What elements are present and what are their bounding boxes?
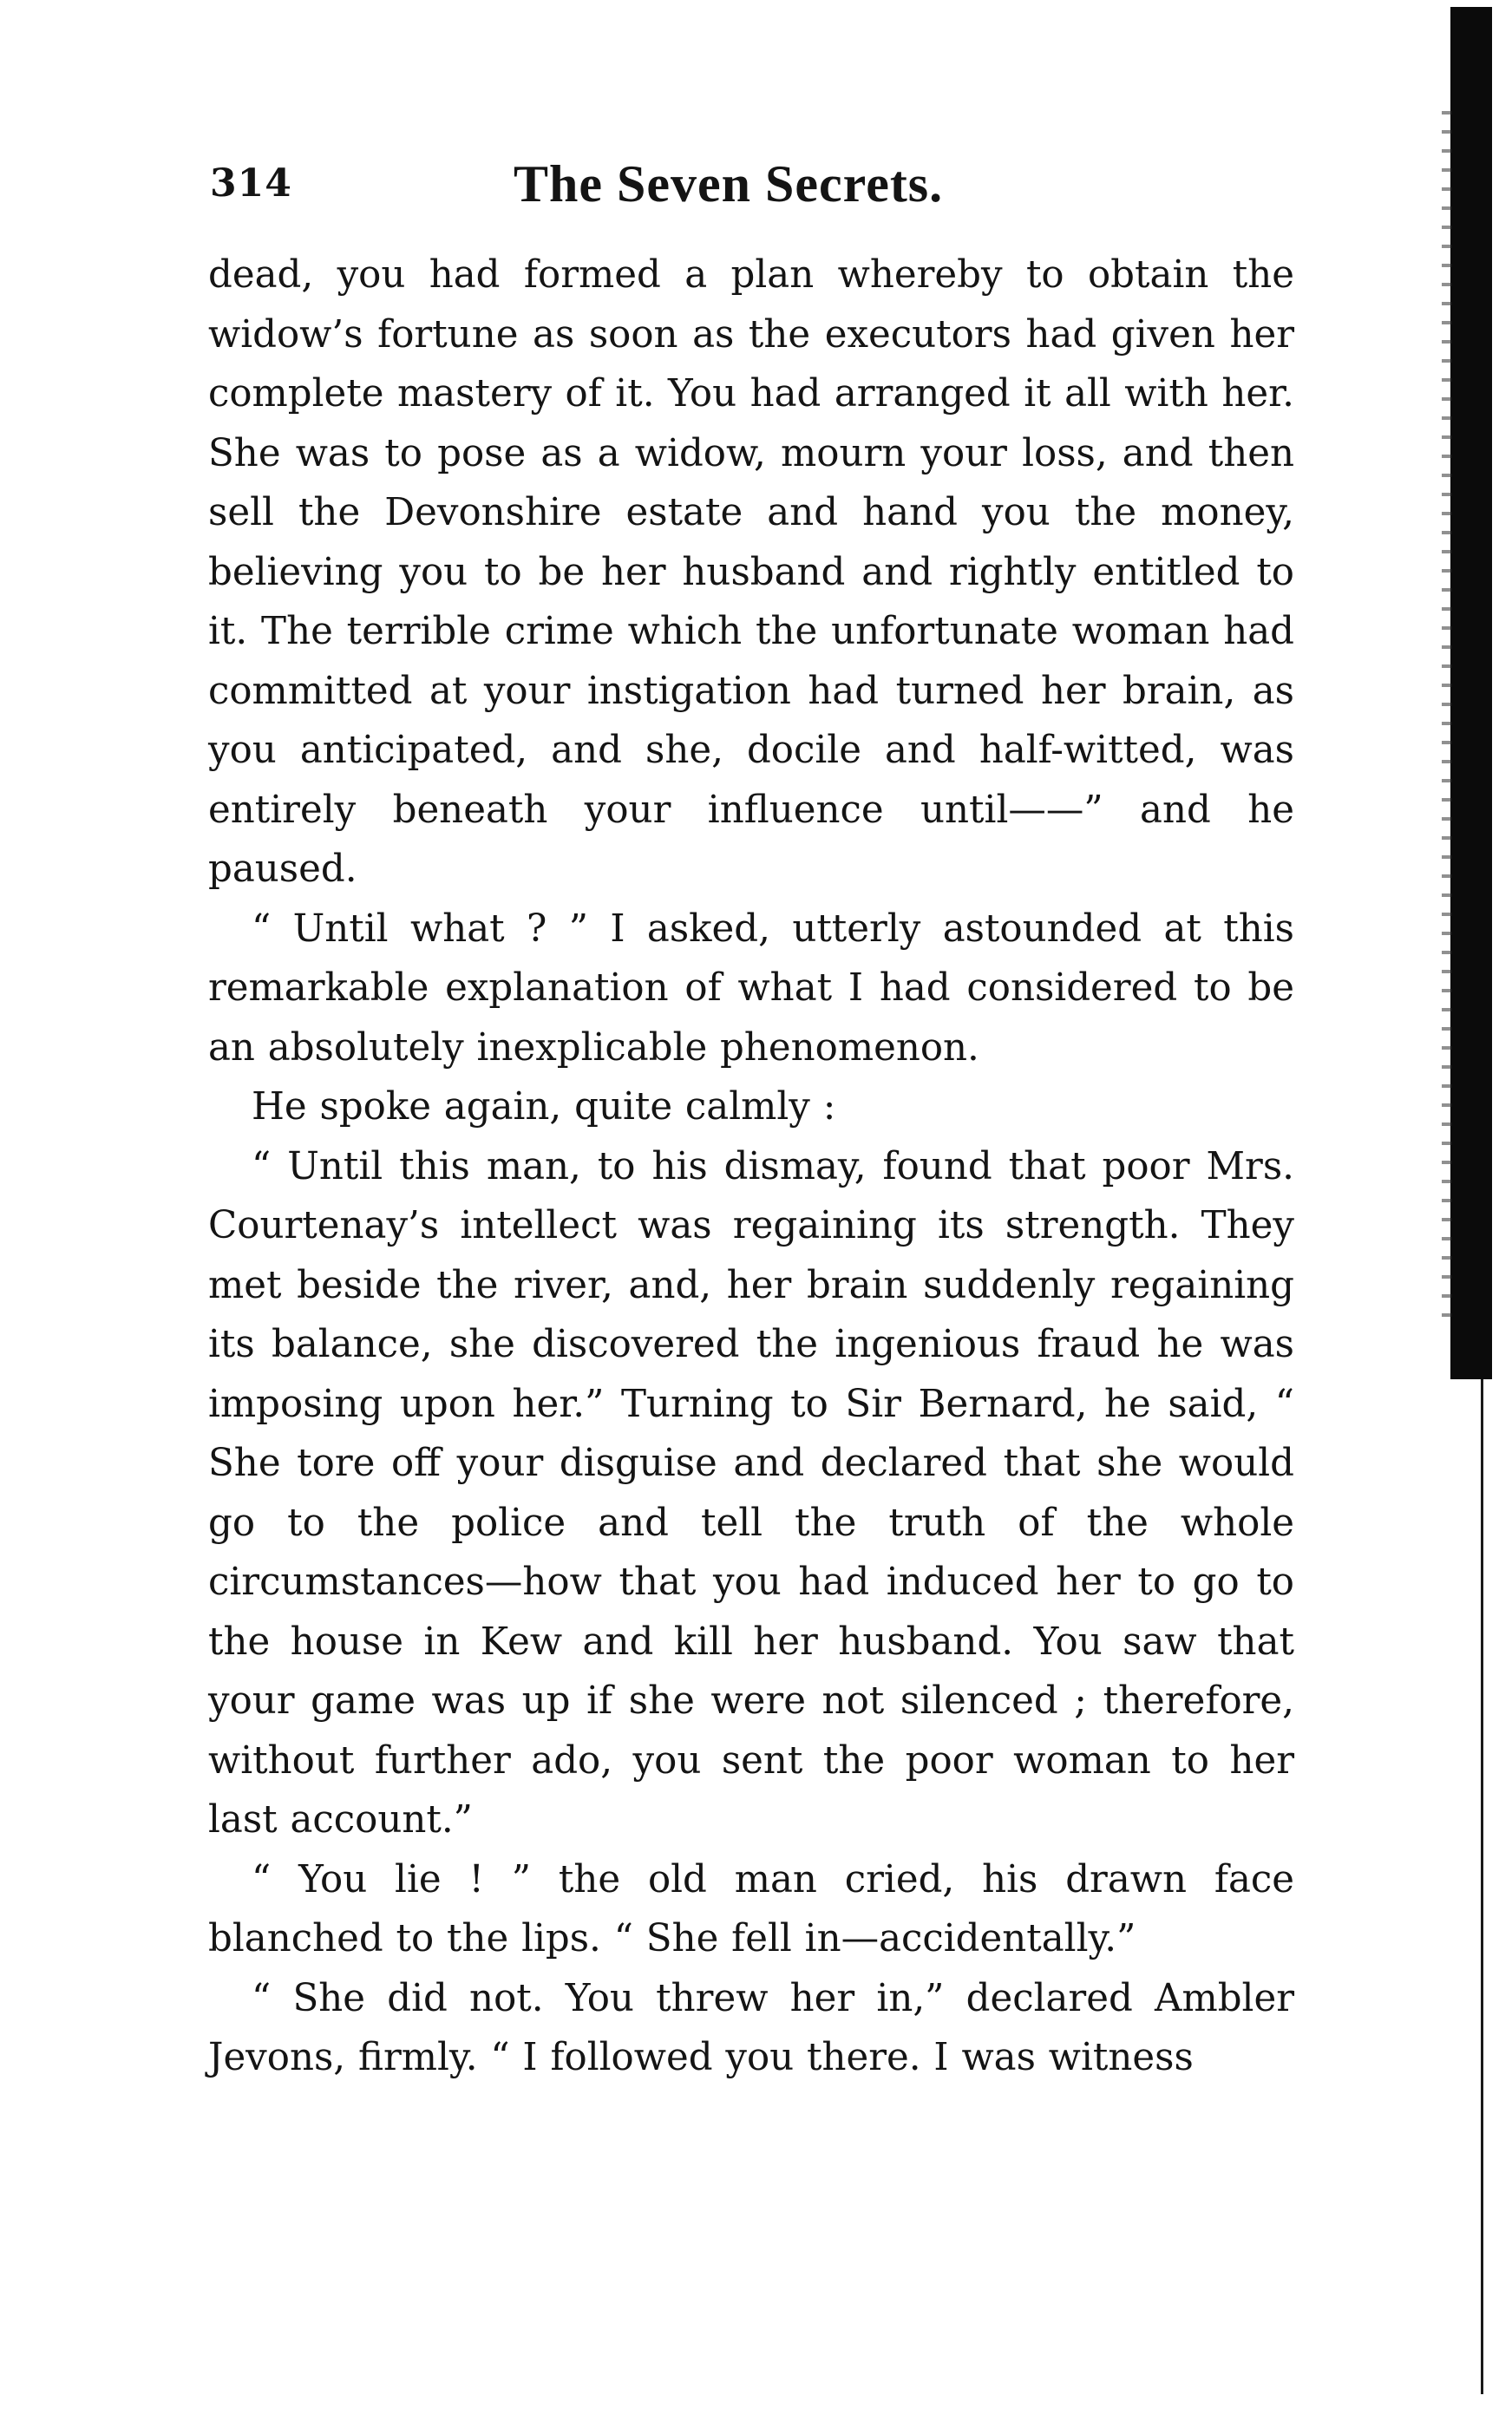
paragraph: dead, you had formed a plan whereby to obtain the widow’s fortune as soon as the executors had given her complete mastery of it. You had arranged it all with her. She was to pose as a widow, mourn your loss, and then sell the Devonshire estate and hand you the money, believing you to be her husband and rightly entitled to it. The terrible crime which the unfortunate woman had committed at your instigation had turned her brain, as you anticipated, and she, docile and half-witted, was entirely beneath your influence until——” and he paused.	[208, 253, 1294, 891]
paragraph: “ Until this man, to his dismay, found that poor Mrs. Courtenay’s intellect was regaining its strength. They met beside the river, and, her brain suddenly regaining its balance, she discovered the ingenious fraud he was imposing upon her.” Turning to Sir Bernard, he said, “ She tore off your disguise and declared that she would go to the police and tell the truth of the whole circumstances—how that you had induced her to go to the house in Kew and kill her husband. You saw that your game was up if she were not silenced ; therefore, without further ado, you sent the poor woman to her last account.”	[208, 1144, 1294, 1842]
running-title: The Seven Secrets.	[514, 155, 944, 213]
paragraph: He spoke again, quite calmly :	[252, 1085, 836, 1129]
paragraph: “ She did not. You threw her in,” declared Ambler Jevons, firmly. “ I followed you there. I was witness	[208, 1976, 1294, 2079]
paragraph: “ You lie ! ” the old man cried, his drawn face blanched to the lips. “ She fell in—accidentally.”	[208, 1857, 1294, 1960]
body-text	[208, 245, 1294, 2088]
paragraph: “ Until what ? ” I asked, utterly astounded at this remarkable explanation of what I had considered to be an absolutely inexplicable phenomenon.	[208, 906, 1294, 1070]
page-edge-line	[1481, 1379, 1483, 2394]
page-header	[210, 154, 1303, 232]
page-number: 314	[210, 161, 292, 206]
scan-edge-shadow	[1450, 7, 1492, 1379]
